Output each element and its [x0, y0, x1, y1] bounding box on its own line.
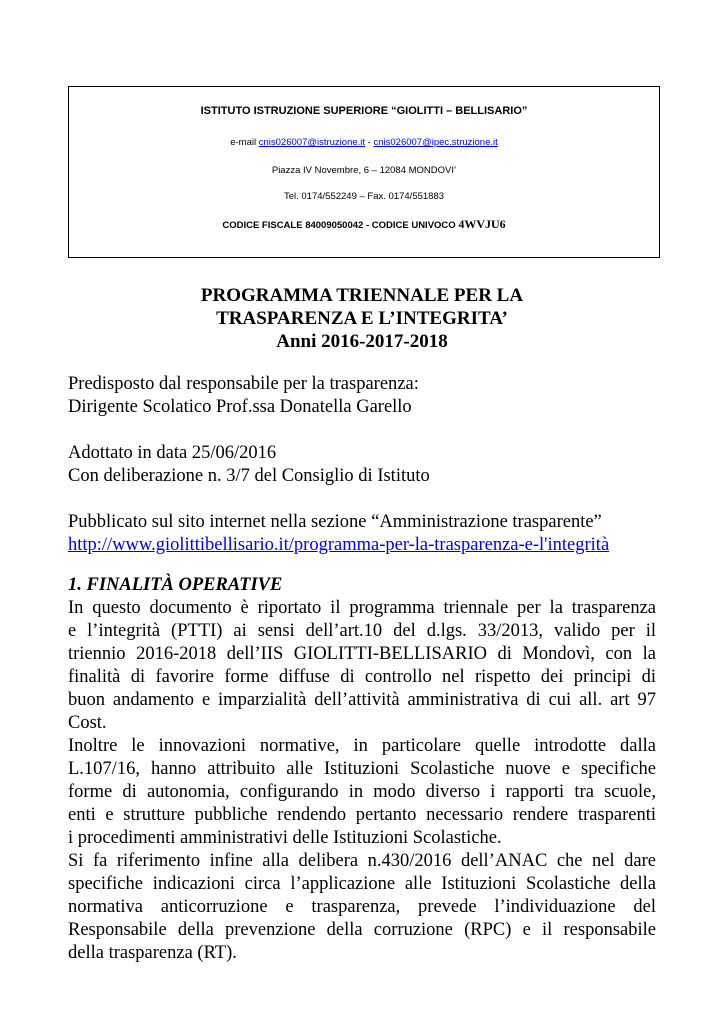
- paragraph-line: Cost.: [68, 713, 107, 733]
- section-heading: 1. FINALITÀ OPERATIVE: [68, 575, 283, 595]
- paragraph-line: Si fa riferimento infine alla delibera n.430/2016 dell’ANAC che nel dare: [68, 851, 656, 871]
- school-header-box: [68, 86, 660, 258]
- paragraph-line: e l’integrità (PTTI) ai sensi dell’art.10 del d.lgs. 33/2013, valido per il: [68, 621, 656, 641]
- email-separator: -: [365, 137, 374, 148]
- doc-title-line2: TRASPARENZA E L’INTEGRITA’: [216, 308, 508, 329]
- paragraph-line: triennio 2016-2018 dell’IIS GIOLITTI-BELLISARIO di Mondovì, con la: [68, 644, 656, 664]
- paragraph-line: normativa anticorruzione e trasparenza, prevede l’individuazione del: [68, 897, 656, 917]
- doc-title-line1: PROGRAMMA TRIENNALE PER LA: [200, 285, 524, 306]
- unique-code: 4WVJU6: [458, 217, 506, 231]
- adoption-date: Adottato in data 25/06/2016: [68, 443, 277, 463]
- prepared-by: Predisposto dal responsabile per la trasparenza:: [68, 374, 419, 394]
- paragraph-line: Responsabile della prevenzione della corruzione (RPC) e il responsabile: [68, 920, 656, 940]
- school-address: Piazza IV Novembre, 6 – 12084 MONDOVI’: [271, 165, 457, 176]
- paragraph-line: buon andamento e imparzialità dell’attività amministrativa di cui all. art 97: [68, 690, 656, 710]
- publication-url-link[interactable]: http://www.giolittibellisario.it/programma-per-la-trasparenza-e-l'integrità: [68, 535, 610, 555]
- fiscal-code-label: CODICE FISCALE 84009050042 - CODICE UNIVOCO: [222, 220, 459, 231]
- email-link-istruzione[interactable]: cnis026007@istruzione.it: [258, 137, 366, 148]
- paragraph-line: L.107/16, hanno attribuito alle Istituzioni Scolastiche nuove e specifiche: [68, 759, 656, 779]
- paragraph-line: i procedimenti amministrativi delle Istituzioni Scolastiche.: [68, 828, 502, 848]
- responsible-person: Dirigente Scolatico Prof.ssa Donatella Garello: [68, 397, 412, 417]
- paragraph-line: della trasparenza (RT).: [68, 943, 237, 963]
- paragraph-line: Inoltre le innovazioni normative, in particolare quelle introdotte dalla: [68, 736, 656, 756]
- publication-note: Pubblicato sul sito internet nella sezione “Amministrazione trasparente”: [68, 512, 602, 532]
- paragraph-line: forme di autonomia, configurando in modo diverso i rapporti tra scuole,: [68, 782, 656, 802]
- paragraph-line: finalità di favorire forme diffuse di controllo nel rispetto dei principi di: [68, 667, 656, 687]
- institute-name: ISTITUTO ISTRUZIONE SUPERIORE “GIOLITTI – BELLISARIO”: [200, 105, 528, 117]
- email-line: [69, 137, 659, 148]
- paragraph-line: In questo documento è riportato il programma triennale per la trasparenza: [68, 598, 656, 618]
- paragraph-line: enti e strutture pubbliche rendendo pertanto necessario rendere trasparenti: [68, 805, 656, 825]
- doc-title-line3: Anni 2016-2017-2018: [276, 331, 448, 352]
- school-codes: [69, 217, 659, 232]
- email-link-pec[interactable]: cnis026007@ipec.struzione.it: [373, 137, 498, 148]
- paragraph-line: specifiche indicazioni circa l’applicazione alle Istituzioni Scolastiche della: [68, 874, 656, 894]
- school-phone-fax: Tel. 0174/552249 – Fax. 0174/551883: [283, 191, 445, 202]
- email-prefix: e-mail: [230, 137, 259, 148]
- deliberation: Con deliberazione n. 3/7 del Consiglio di Istituto: [68, 466, 430, 486]
